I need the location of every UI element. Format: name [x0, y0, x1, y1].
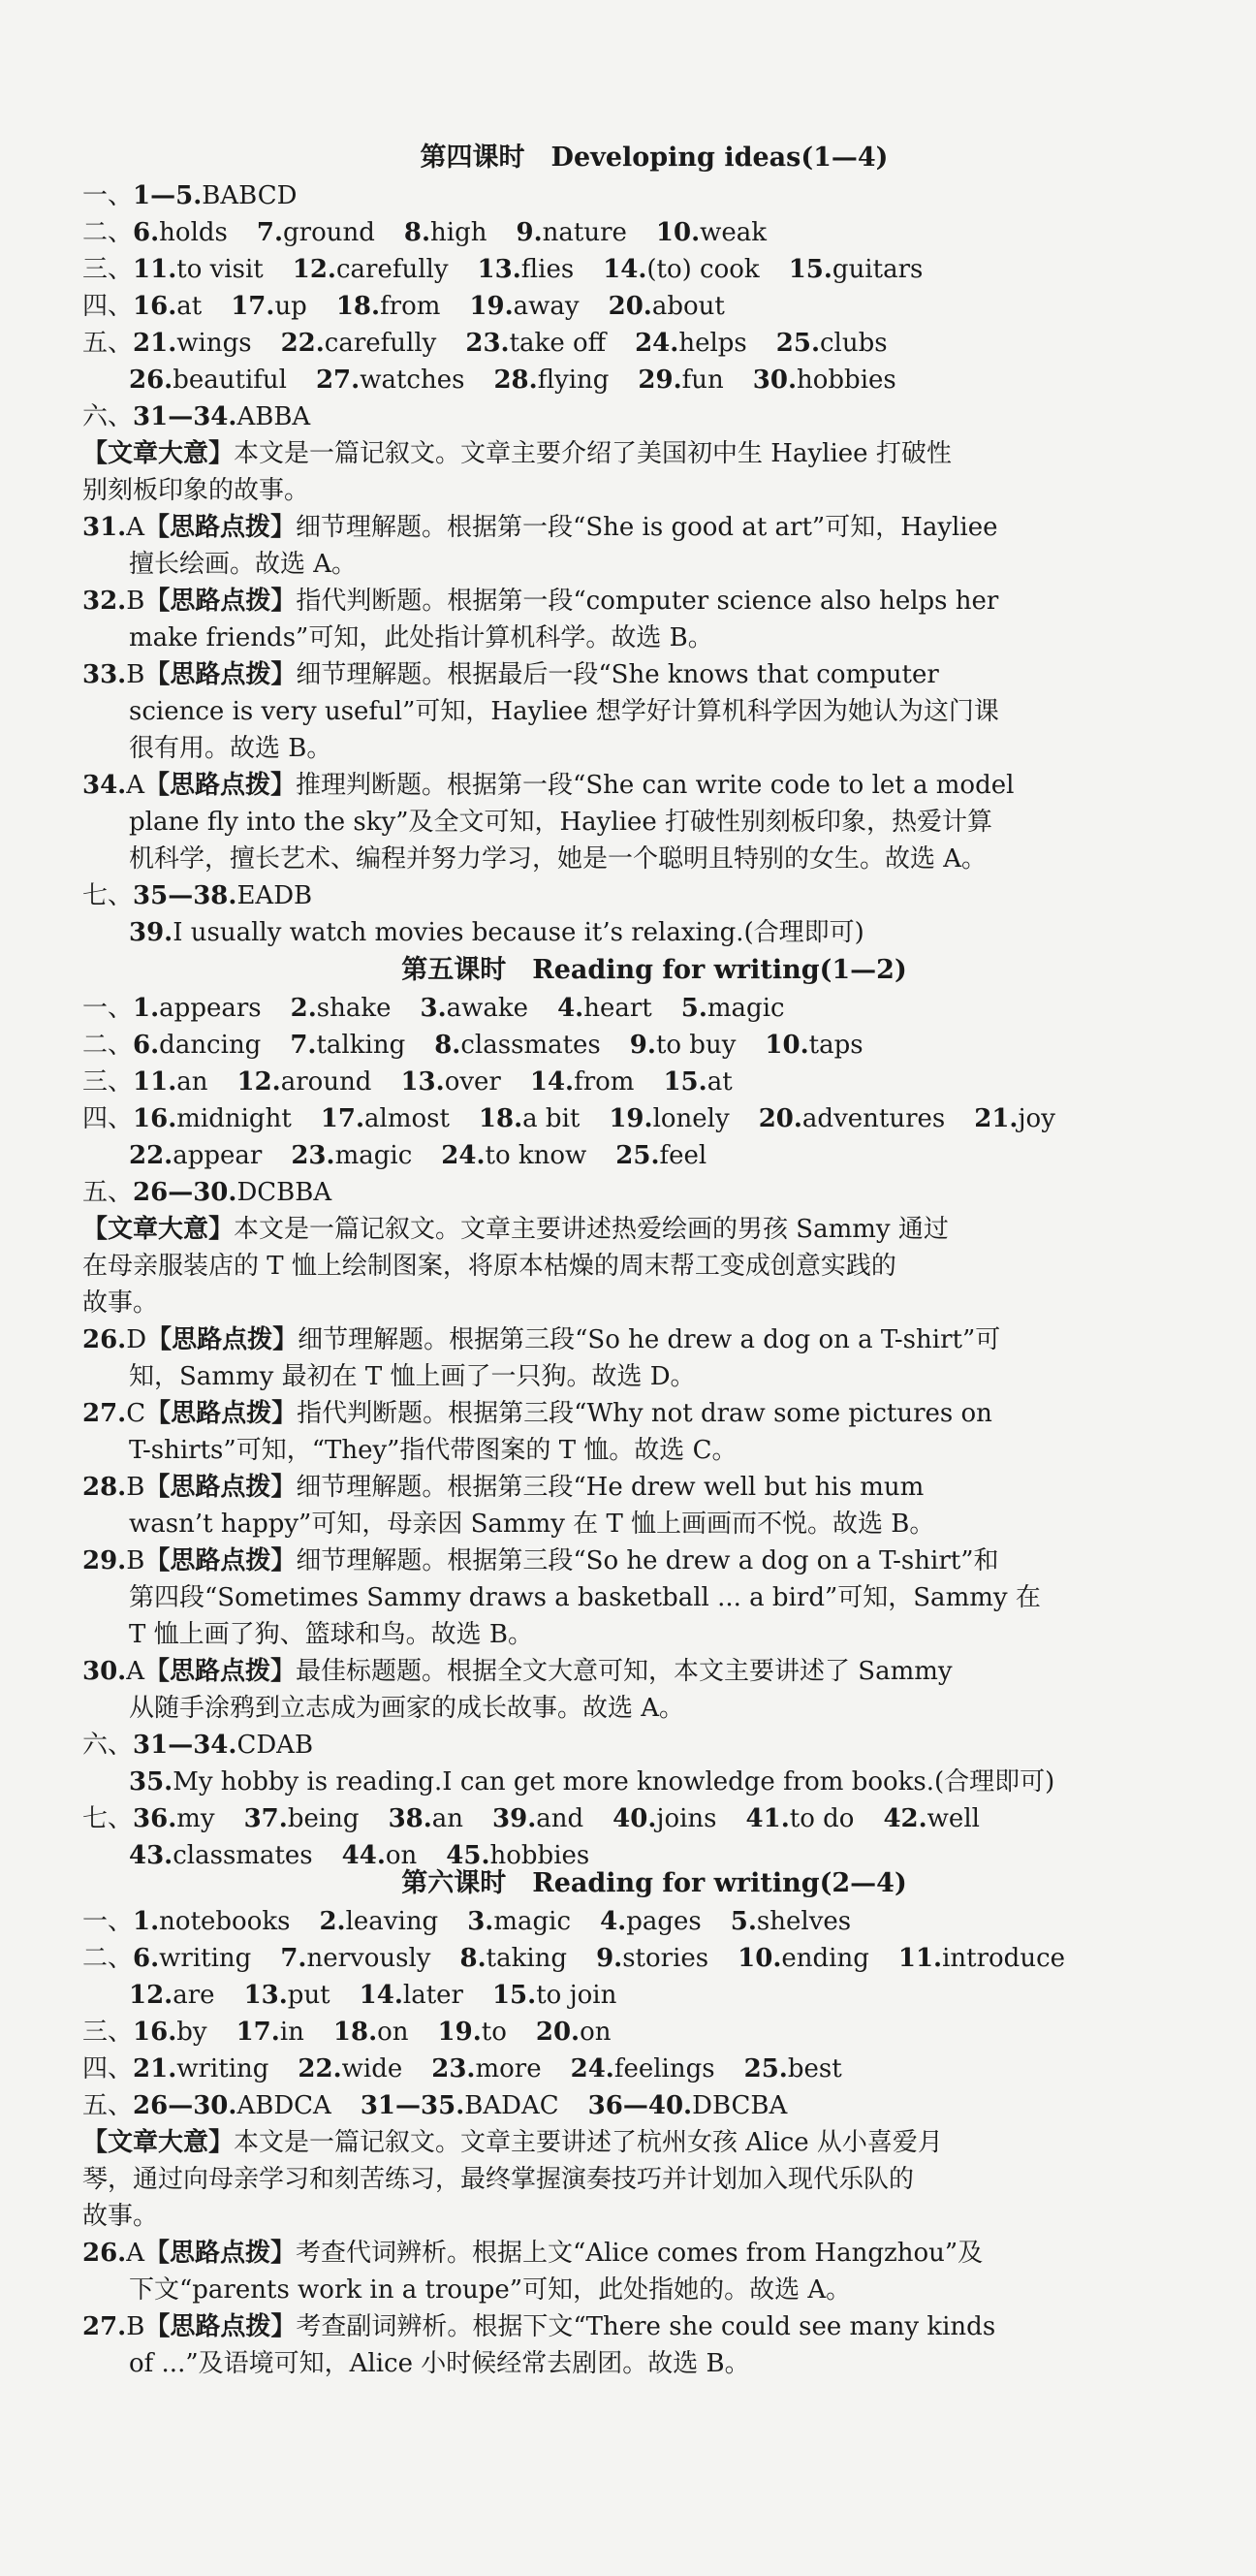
explanation-33: 33.B【思路点拨】细节理解题。根据最后一段“She knows that computer science is very useful”可知，Hayliee 想学好计算机科学因为她认为这门课 很有用。故选 B。 — [82, 660, 999, 763]
answer-row: 五、26—30.DCBBA — [82, 1178, 332, 1207]
article-summary: 【文章大意】本文是一篇记叙文。文章主要讲述了杭州女孩 Alice 从小喜爱月 琴，通过向母亲学习和刻苦练习，最终掌握演奏技巧并计划加入现代乐队的 故事。 — [82, 2128, 943, 2231]
answer-row: 三、11.an 12.around 13.over 14.from 15.at — [82, 1067, 733, 1097]
explanation-31: 31.A【思路点拨】细节理解题。根据第一段“She is good at art”可知，Hayliee 擅长绘画。故选 A。 — [82, 513, 998, 579]
answer-row: 四、21.writing 22.wide 23.more 24.feelings 25.best — [82, 2054, 842, 2083]
answer-row: 一、1.notebooks 2.leaving 3.magic 4.pages 5.shelves — [82, 1907, 852, 1936]
answer-row: 二、6.holds 7.ground 8.high 9.nature 10.weak — [82, 218, 768, 247]
answer-row: 五、21.wings 22.carefully 23.take off 24.helps 25.clubs — [82, 329, 888, 358]
answer-row: 12.are 13.put 14.later 15.to join — [129, 1981, 617, 2010]
explanation-29: 29.B【思路点拨】细节理解题。根据第三段“So he drew a dog on a T-shirt”和 第四段“Sometimes Sammy draws a basketball ... a bird”可知，Sammy 在 T 恤上画了狗、篮球和鸟。故选 B。 — [82, 1546, 1041, 1649]
explanation-34: 34.A【思路点拨】推理判断题。根据第一段“She can write code to let a model plane fly into the sky”及全文可知，Hayliee 打破性别刻板印象，热爱计算 机科学，擅长艺术、编程并努力学习，她是一个聪明且特别的女生。故选 A。 — [82, 771, 1015, 874]
explanation-26: 26.A【思路点拨】考查代词辨析。根据上文“Alice comes from Hangzhou”及 下文“parents work in a troupe”可知，此处指她的。故选 A。 — [82, 2239, 984, 2305]
answer-row: 43.classmates 44.on 45.hobbies — [129, 1841, 590, 1870]
lesson-5-section — [82, 951, 1168, 1874]
answer-row: 三、16.by 17.in 18.on 19.to 20.on — [82, 2018, 612, 2047]
explanation-26: 26.D【思路点拨】细节理解题。根据第三段“So he drew a dog on a T-shirt”可 知，Sammy 最初在 T 恤上画了一只狗。故选 D。 — [82, 1325, 1001, 1391]
answer-row: 七、35—38.EADB — [82, 881, 313, 910]
answer-row: 五、26—30.ABDCA 31—35.BADAC 36—40.DBCBA — [82, 2091, 788, 2120]
lesson-4-heading: 第四课时 Developing ideas(1—4) — [420, 143, 889, 173]
answer-row: 四、16.midnight 17.almost 18.a bit 19.lonely 20.adventures 21.joy — [82, 1104, 1055, 1133]
answer-row: 六、31—34.CDAB — [82, 1731, 314, 1760]
answer-row: 26.beautiful 27.watches 28.flying 29.fun 30.hobbies — [129, 366, 896, 395]
answer-row: 三、11.to visit 12.carefully 13.flies 14.(to) cook 15.guitars — [82, 255, 924, 284]
answer-row: 39.I usually watch movies because it’s relaxing.(合理即可) — [129, 918, 864, 947]
answer-row: 四、16.at 17.up 18.from 19.away 20.about — [82, 292, 725, 321]
answer-row: 22.appear 23.magic 24.to know 25.feel — [129, 1141, 707, 1170]
lesson-6-heading: 第六课时 Reading for writing(2—4) — [401, 1868, 907, 1898]
lesson-6-section — [82, 1864, 1168, 2382]
explanation-27: 27.B【思路点拨】考查副词辨析。根据下文“There she could see many kinds of ...”及语境可知，Alice 小时候经常去剧团。故选 B。 — [82, 2312, 996, 2378]
answer-row: 二、6.writing 7.nervously 8.taking 9.stories 10.ending 11.introduce — [82, 1944, 1066, 1973]
explanation-32: 32.B【思路点拨】指代判断题。根据第一段“computer science also helps her make friends”可知，此处指计算机科学。故选 B。 — [82, 587, 999, 652]
answer-row: 一、1—5.BABCD — [82, 181, 298, 210]
article-summary: 【文章大意】本文是一篇记叙文。文章主要讲述热爱绘画的男孩 Sammy 通过 在母亲服装店的 T 恤上绘制图案，将原本枯燥的周末帮工变成创意实践的 故事。 — [82, 1215, 949, 1318]
lesson-5-heading: 第五课时 Reading for writing(1—2) — [401, 955, 907, 985]
answer-row: 一、1.appears 2.shake 3.awake 4.heart 5.magic — [82, 994, 785, 1023]
explanation-27: 27.C【思路点拨】指代判断题。根据第三段“Why not draw some pictures on T-shirts”可知，“They”指代带图案的 T 恤。故选 C。 — [82, 1399, 992, 1465]
answer-row: 二、6.dancing 7.talking 8.classmates 9.to buy 10.taps — [82, 1031, 864, 1060]
answer-row: 七、36.my 37.being 38.an 39.and 40.joins 41.to do 42.well — [82, 1804, 980, 1833]
explanation-30: 30.A【思路点拨】最佳标题题。根据全文大意可知，本文主要讲述了 Sammy 从随手涂鸦到立志成为画家的成长故事。故选 A。 — [82, 1657, 953, 1723]
article-summary: 【文章大意】本文是一篇记叙文。文章主要介绍了美国初中生 Hayliee 打破性 别刻板印象的故事。 — [82, 439, 952, 505]
lesson-4-section — [82, 139, 1168, 951]
answer-row: 35.My hobby is reading.I can get more knowledge from books.(合理即可) — [129, 1767, 1055, 1797]
explanation-28: 28.B【思路点拨】细节理解题。根据第三段“He drew well but his mum wasn’t happy”可知，母亲因 Sammy 在 T 恤上画画而不悦。故选 B。 — [82, 1473, 935, 1539]
answer-row: 六、31—34.ABBA — [82, 402, 311, 431]
